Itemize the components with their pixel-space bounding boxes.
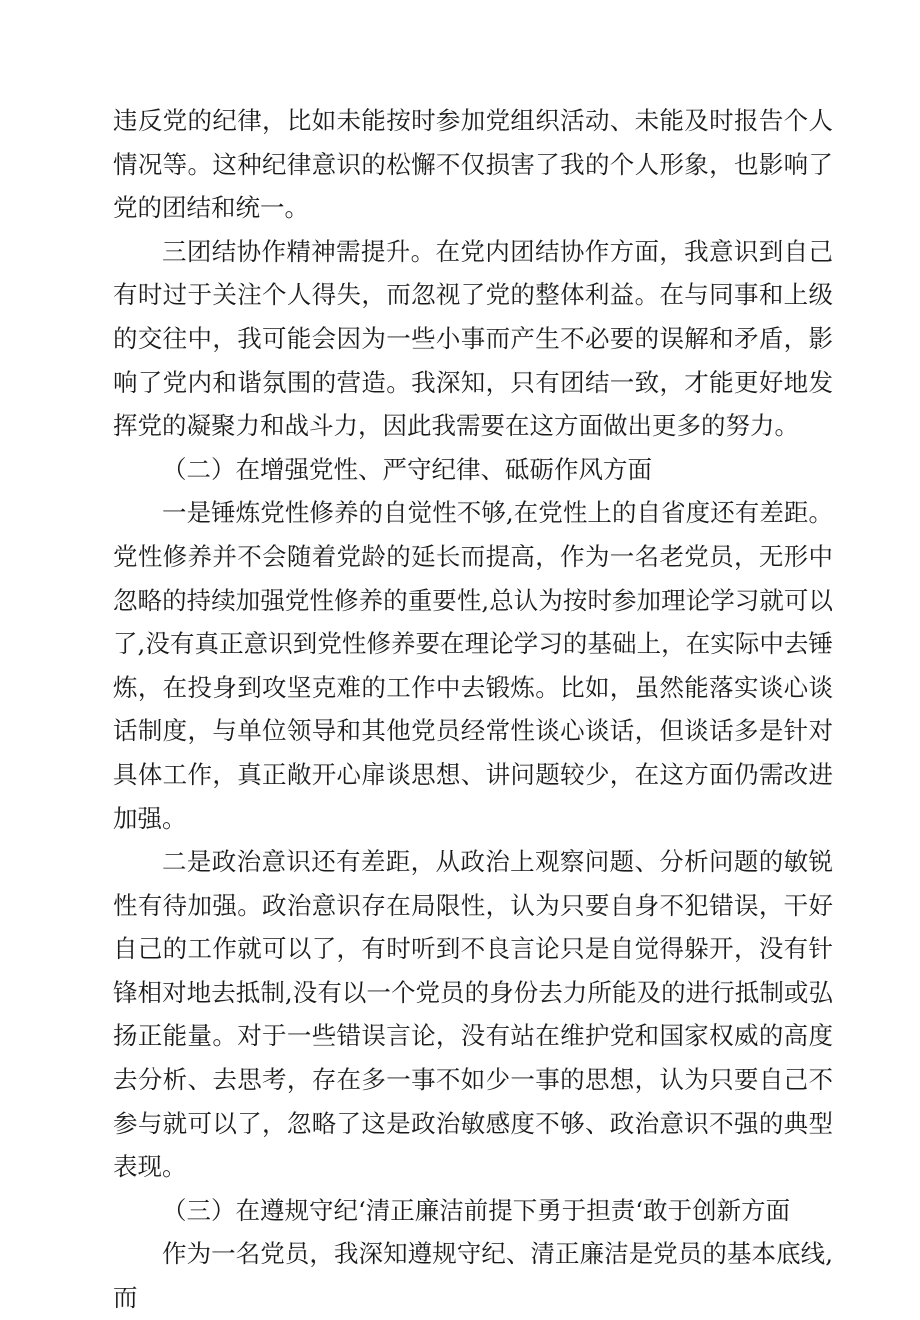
section-heading-two: （二）在增强党性、严守纪律、砥砺作风方面 <box>162 454 652 484</box>
paragraph-party-spirit: 一是锤炼党性修养的自觉性不够,在党性上的自省度还有差距。党性修养并不会随着党龄的延长而提高，作为一名老党员，无形中忽略的持续加强党性修养的重要性,总认为按时参加理论学习就可以了,没有真正意识到党性修养要在理论学习的基础上，在实际中去锤炼，在投身到攻坚克难的工作中去锻炼。比如，虽然能落实谈心谈话制度，与单位领导和其他党员经常性谈心谈话，但谈话多是针对具体工作，真正敞开心扉谈思想、讲问题较少，在这方面仍需改进加强。 <box>113 498 833 833</box>
paragraph-integrity: 作为一名党员，我深知遵规守纪、清正廉洁是党员的基本底线,而 <box>113 1239 833 1313</box>
paragraph-political-awareness: 二是政治意识还有差距，从政治上观察问题、分析问题的敏锐性有待加强。政治意识存在局限性，认为只要自身不犯错误，干好自己的工作就可以了，有时听到不良言论只是自觉得躲开，没有针锋相对地去抵制,没有以一个党员的身份去力所能及的进行抵制或弘扬正能量。对于一些错误言论，没有站在维护党和国家权威的高度去分析、去思考，存在多一事不如少一事的思想，认为只要自己不参与就可以了，忽略了这是政治敏感度不够、政治意识不强的典型表现。 <box>113 847 833 1182</box>
paragraph-discipline-continued: 违反党的纪律，比如未能按时参加党组织活动、未能及时报告个人情况等。这种纪律意识的松懈不仅损害了我的个人形象，也影响了党的团结和统一。 <box>113 106 833 223</box>
paragraph-unity-cooperation: 三团结协作精神需提升。在党内团结协作方面，我意识到自己有时过于关注个人得失，而忽视了党的整体利益。在与同事和上级的交往中，我可能会因为一些小事而产生不必要的误解和矛盾，影响了党内和谐氛围的营造。我深知，只有团结一致，才能更好地发挥党的凝聚力和战斗力，因此我需要在这方面做出更多的努力。 <box>113 236 833 441</box>
section-heading-three: （三）在遵规守纪‘清正廉洁前提下勇于担责‘敢于创新方面 <box>162 1195 791 1225</box>
document-body <box>113 99 833 1320</box>
